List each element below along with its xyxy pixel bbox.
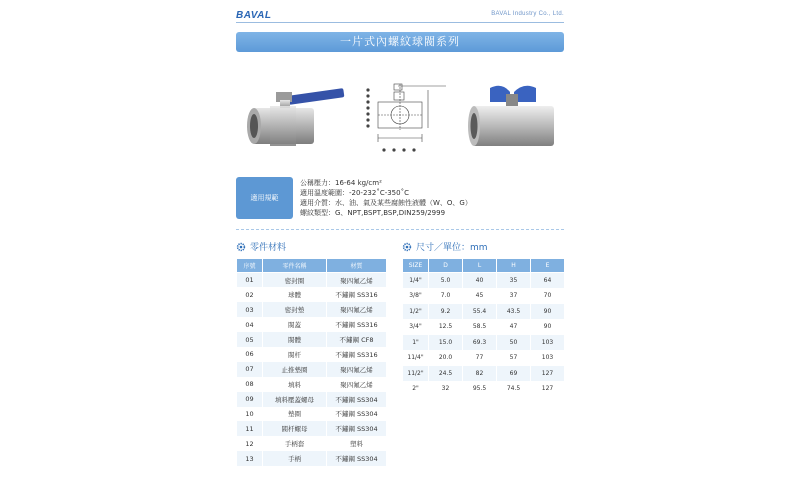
- cell: 82: [463, 366, 497, 382]
- cell: 9.2: [429, 304, 463, 320]
- size-col-h: H: [497, 259, 531, 273]
- cell: 閥蓋: [263, 317, 327, 332]
- cell: 密封墊: [263, 302, 327, 317]
- cell: 32: [429, 381, 463, 397]
- cell: 15.0: [429, 335, 463, 351]
- size-col-l: L: [463, 259, 497, 273]
- cell: 11/2": [403, 366, 429, 382]
- cell: 50: [497, 335, 531, 351]
- table-row: [237, 287, 387, 302]
- dimension-drawing: [364, 80, 450, 160]
- cell: 聚四氟乙烯: [327, 273, 387, 288]
- size-col-d: D: [429, 259, 463, 273]
- spec-divider: [236, 229, 564, 230]
- cell: 密封圈: [263, 273, 327, 288]
- cell: 1": [403, 335, 429, 351]
- cell: 47: [497, 319, 531, 335]
- parts-col-name: 零件名稱: [263, 259, 327, 273]
- size-header-row: [403, 259, 565, 273]
- spec-badge: 適用規範: [236, 177, 293, 219]
- cell: 40: [463, 273, 497, 289]
- cell: 04: [237, 317, 263, 332]
- size-col-e: E: [531, 259, 565, 273]
- cell: 5.0: [429, 273, 463, 289]
- cell: 聚四氟乙烯: [327, 362, 387, 377]
- cell: 103: [531, 335, 565, 351]
- table-row: [237, 332, 387, 347]
- cell: 11: [237, 421, 263, 436]
- cell: 64: [531, 273, 565, 289]
- cell: 45: [463, 288, 497, 304]
- cell: 08: [237, 377, 263, 392]
- cell: 07: [237, 362, 263, 377]
- cell: 不鏽鋼 SS304: [327, 407, 387, 422]
- cell: 74.5: [497, 381, 531, 397]
- cell: 不鏽鋼 SS316: [327, 347, 387, 362]
- cell: 11/4": [403, 350, 429, 366]
- cell: 塑料: [327, 436, 387, 451]
- cell: 13: [237, 451, 263, 466]
- cell: 2": [403, 381, 429, 397]
- cell: 3/4": [403, 319, 429, 335]
- table-row: [403, 288, 565, 304]
- cell: 24.5: [429, 366, 463, 382]
- cell: 20.0: [429, 350, 463, 366]
- sizes-section-title: [402, 240, 488, 253]
- cell: 不鏽鋼 CF8: [327, 332, 387, 347]
- gear-icon: [236, 242, 246, 252]
- cell: 聚四氟乙烯: [327, 377, 387, 392]
- cell: 05: [237, 332, 263, 347]
- cell: 03: [237, 302, 263, 317]
- table-row: [237, 347, 387, 362]
- cell: 1/4": [403, 273, 429, 289]
- sizes-title-text: 尺寸／單位：mm: [416, 243, 488, 253]
- cell: 01: [237, 273, 263, 288]
- cell: 70: [531, 288, 565, 304]
- table-row: [237, 451, 387, 466]
- spec-pressure: 公稱壓力：16-64 kg/cm²: [300, 179, 382, 187]
- parts-col-material: 材質: [327, 259, 387, 273]
- cell: 103: [531, 350, 565, 366]
- gear-icon: [402, 242, 412, 252]
- parts-table: [236, 258, 387, 466]
- parts-col-no: 序號: [237, 259, 263, 273]
- cell: 不鏽鋼 SS304: [327, 392, 387, 407]
- cell: 90: [531, 304, 565, 320]
- parts-header-row: [237, 259, 387, 273]
- cell: 1/2": [403, 304, 429, 320]
- cell: 填料壓蓋螺母: [263, 392, 327, 407]
- table-row: [237, 273, 387, 288]
- spec-temperature: 適用溫度範圍：-20-232˚C-350˚C: [300, 189, 409, 197]
- table-row: [237, 317, 387, 332]
- spec-thread: 螺紋類型：G、NPT,BSPT,BSP,DIN259/2999: [300, 209, 446, 217]
- cell: 06: [237, 347, 263, 362]
- cell: 閥杆: [263, 347, 327, 362]
- page-title: 一片式內螺紋球閥系列: [236, 32, 564, 52]
- cell: 止推墊圈: [263, 362, 327, 377]
- table-row: [237, 407, 387, 422]
- cell: 57: [497, 350, 531, 366]
- cell: 墊圈: [263, 407, 327, 422]
- table-row: [403, 335, 565, 351]
- spec-media: 適用介質：水、油、氣及某些腐蝕性液體（W、O、G）: [300, 199, 472, 207]
- cell: 3/8": [403, 288, 429, 304]
- parts-title-text: 零件材料: [250, 243, 287, 253]
- cell: 不鏽鋼 SS304: [327, 451, 387, 466]
- cell: 90: [531, 319, 565, 335]
- table-row: [237, 421, 387, 436]
- cell: 69: [497, 366, 531, 382]
- cell: 58.5: [463, 319, 497, 335]
- cell: 77: [463, 350, 497, 366]
- cell: 球體: [263, 287, 327, 302]
- size-table: [402, 258, 565, 397]
- cell: 12.5: [429, 319, 463, 335]
- table-row: [403, 381, 565, 397]
- spec-list: [300, 178, 564, 218]
- table-row: [237, 392, 387, 407]
- lever-valve-photo: [244, 78, 362, 150]
- cell: 69.3: [463, 335, 497, 351]
- cell: 127: [531, 366, 565, 382]
- cell: 不鏽鋼 SS316: [327, 317, 387, 332]
- cell: 閥杆螺母: [263, 421, 327, 436]
- cell: 7.0: [429, 288, 463, 304]
- cell: 35: [497, 273, 531, 289]
- table-row: [237, 302, 387, 317]
- cell: 填料: [263, 377, 327, 392]
- cell: 手柄套: [263, 436, 327, 451]
- butterfly-valve-photo: [466, 80, 562, 156]
- cell: 閥體: [263, 332, 327, 347]
- table-row: [237, 362, 387, 377]
- cell: 55.4: [463, 304, 497, 320]
- cell: 95.5: [463, 381, 497, 397]
- cell: 02: [237, 287, 263, 302]
- cell: 不鏽鋼 SS316: [327, 287, 387, 302]
- parts-section-title: [236, 240, 286, 253]
- cell: 手柄: [263, 451, 327, 466]
- header-divider: [236, 22, 564, 23]
- table-row: [403, 273, 565, 289]
- cell: 127: [531, 381, 565, 397]
- cell: 聚四氟乙烯: [327, 302, 387, 317]
- cell: 12: [237, 436, 263, 451]
- cell: 10: [237, 407, 263, 422]
- cell: 09: [237, 392, 263, 407]
- table-row: [403, 366, 565, 382]
- table-row: [403, 304, 565, 320]
- table-row: [237, 436, 387, 451]
- cell: 43.5: [497, 304, 531, 320]
- cell: 不鏽鋼 SS304: [327, 421, 387, 436]
- table-row: [237, 377, 387, 392]
- company-name: BAVAL Industry Co., Ltd.: [491, 11, 564, 17]
- brand-logo: BAVAL: [236, 10, 272, 21]
- table-row: [403, 350, 565, 366]
- table-row: [403, 319, 565, 335]
- cell: 37: [497, 288, 531, 304]
- size-col-size: SIZE: [403, 259, 429, 273]
